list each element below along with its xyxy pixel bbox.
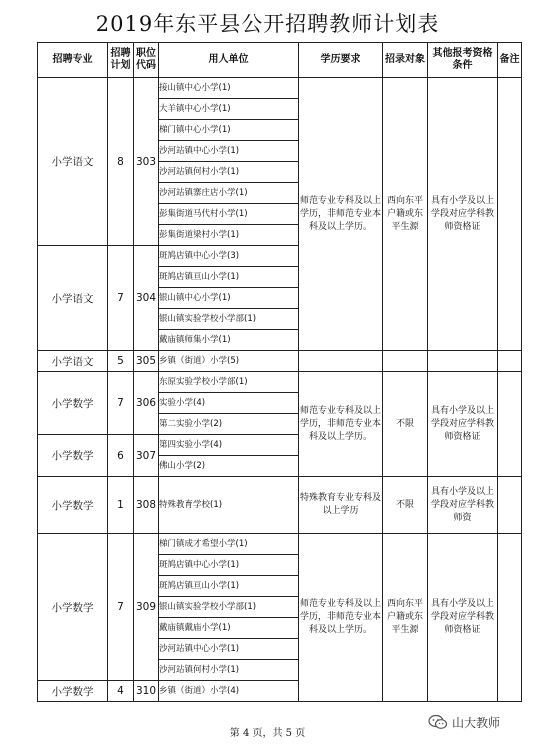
unit-cell: 第二实验小学(2) — [159, 414, 299, 435]
unit-cell: 沙河站镇何村小学(1) — [159, 660, 299, 681]
plan-cell: 7 — [108, 372, 134, 435]
unit-cell: 乡镇（街道）小学(4) — [159, 681, 299, 702]
unit-cell: 沙河站镇中心小学(1) — [159, 639, 299, 660]
page-title: 2019年东平县公开招聘教师计划表 — [95, 12, 440, 36]
header-plan: 招聘计划 — [108, 43, 134, 78]
major-cell: 小学数学 — [38, 372, 108, 435]
unit-cell: 沙河站镇寨庄店小学(1) — [159, 183, 299, 204]
table-row — [38, 477, 522, 534]
code-cell: 305 — [134, 351, 159, 372]
major-cell: 小学数学 — [38, 681, 108, 702]
table-row — [38, 534, 522, 555]
table-row — [38, 78, 522, 99]
unit-cell: 东原实验学校小学部(1) — [159, 372, 299, 393]
plan-cell: 7 — [108, 246, 134, 351]
header-code: 职位代码 — [134, 43, 159, 78]
target-cell: 西向东平户籍或东平生源 — [383, 78, 428, 351]
note-cell — [498, 78, 522, 351]
major-cell: 小学语文 — [38, 78, 108, 246]
note-cell — [498, 372, 522, 477]
unit-cell: 梯门镇中心小学(1) — [159, 120, 299, 141]
other-requirement-cell: 具有小学及以上学段对应学科教师资格证 — [428, 78, 498, 351]
plan-cell: 6 — [108, 435, 134, 477]
unit-cell: 特殊教育学校(1) — [159, 477, 299, 534]
unit-cell: 沙河站镇何村小学(1) — [159, 162, 299, 183]
target-cell: 西向东平户籍或东平生源 — [383, 534, 428, 702]
major-cell: 小学语文 — [38, 351, 108, 372]
note-cell — [498, 477, 522, 534]
other-requirement-cell: 具有小学及以上学段对应学科教师资格证 — [428, 534, 498, 702]
code-cell: 309 — [134, 534, 159, 681]
code-cell: 307 — [134, 435, 159, 477]
target-cell: 不限 — [383, 372, 428, 477]
plan-cell: 1 — [108, 477, 134, 534]
table-header-row — [38, 43, 522, 78]
code-cell: 308 — [134, 477, 159, 534]
table-row — [38, 372, 522, 393]
page-footer: 第 4 页，共 5 页 — [229, 728, 306, 739]
edu-requirement-cell — [299, 351, 383, 372]
unit-cell: 实验小学(4) — [159, 393, 299, 414]
note-cell — [498, 351, 522, 372]
unit-cell: 第四实验小学(4) — [159, 435, 299, 456]
watermark-text: 山大教师 — [452, 715, 501, 730]
unit-cell: 彭集街道梁村小学(1) — [159, 225, 299, 246]
unit-cell: 乡镇（街道）小学(5) — [159, 351, 299, 372]
edu-requirement-cell: 师范专业专科及以上学历，非师范专业本科及以上学历。 — [299, 372, 383, 477]
recruitment-plan-table — [37, 42, 522, 702]
header-unit: 用人单位 — [159, 43, 299, 78]
unit-cell: 斑鸠店镇中心小学(3) — [159, 246, 299, 267]
target-cell — [383, 351, 428, 372]
edu-requirement-cell: 特殊教育专业专科及以上学历 — [299, 477, 383, 534]
major-cell: 小学语文 — [38, 246, 108, 351]
plan-cell: 5 — [108, 351, 134, 372]
plan-cell: 8 — [108, 78, 134, 246]
code-cell: 310 — [134, 681, 159, 702]
unit-cell: 银山镇实验学校小学部(1) — [159, 597, 299, 618]
unit-cell: 斑鸠店镇亘山小学(1) — [159, 267, 299, 288]
unit-cell: 彭集街道马代村小学(1) — [159, 204, 299, 225]
other-requirement-cell — [428, 351, 498, 372]
edu-requirement-cell: 师范专业专科及以上学历，非师范专业本科及以上学历。 — [299, 78, 383, 351]
major-cell: 小学数学 — [38, 435, 108, 477]
unit-cell: 银山镇实验学校小学部(1) — [159, 309, 299, 330]
unit-cell: 戴庙镇戴庙小学(1) — [159, 618, 299, 639]
unit-cell: 戴庙镇师集小学(1) — [159, 330, 299, 351]
plan-cell: 4 — [108, 681, 134, 702]
table-row — [38, 351, 522, 372]
major-cell: 小学数学 — [38, 477, 108, 534]
other-requirement-cell: 具有小学及以上学段对应学科教师资格证 — [428, 372, 498, 477]
header-target: 招录对象 — [383, 43, 428, 78]
code-cell: 304 — [134, 246, 159, 351]
other-requirement-cell: 具有小学及以上学段对应学科教师资 — [428, 477, 498, 534]
header-other: 其他报考资格条件 — [428, 43, 498, 78]
unit-cell: 斑鸠店镇中心小学(1) — [159, 555, 299, 576]
target-cell: 不限 — [383, 477, 428, 534]
major-cell: 小学数学 — [38, 534, 108, 681]
header-major: 招聘专业 — [38, 43, 108, 78]
unit-cell: 沙河站镇中心小学(1) — [159, 141, 299, 162]
note-cell — [498, 534, 522, 702]
unit-cell: 佛山小学(2) — [159, 456, 299, 477]
unit-cell: 梯门镇成才希望小学(1) — [159, 534, 299, 555]
plan-cell: 7 — [108, 534, 134, 681]
edu-requirement-cell: 师范专业专科及以上学历，非师范专业本科及以上学历。 — [299, 534, 383, 702]
header-note: 备注 — [498, 43, 522, 78]
unit-cell: 银山镇中心小学(1) — [159, 288, 299, 309]
header-edu: 学历要求 — [299, 43, 383, 78]
watermark — [428, 712, 500, 732]
code-cell: 306 — [134, 372, 159, 435]
wechat-icon — [428, 714, 448, 730]
unit-cell: 接山镇中心小学(1) — [159, 78, 299, 99]
code-cell: 303 — [134, 78, 159, 246]
unit-cell: 斑鸠店镇亘山小学(1) — [159, 576, 299, 597]
unit-cell: 大羊镇中心小学(1) — [159, 99, 299, 120]
